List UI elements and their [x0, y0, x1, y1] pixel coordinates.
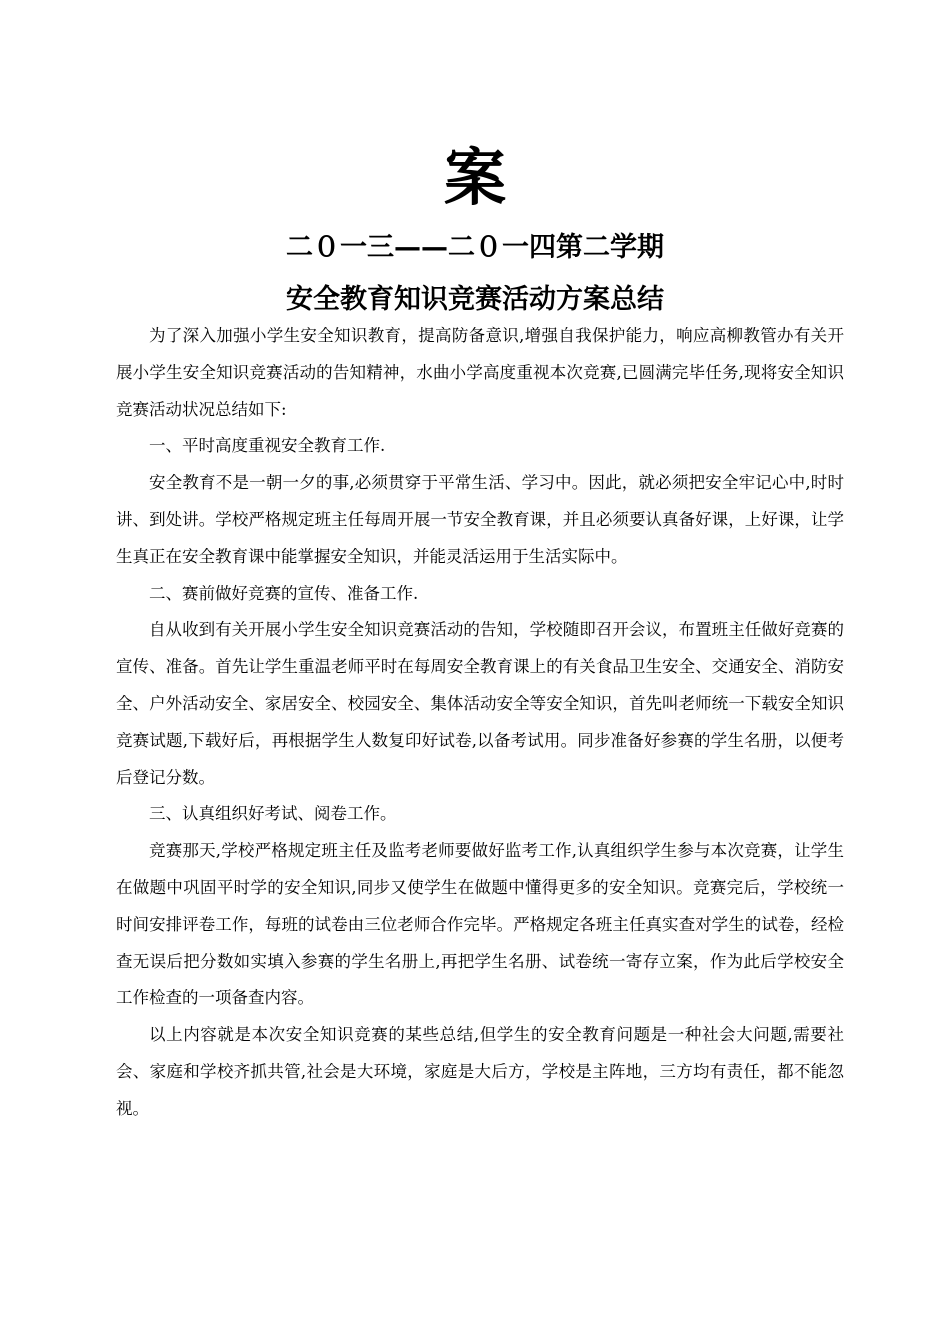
document-body: [116, 318, 844, 1128]
document-title-main: 安全教育知识竞赛活动方案总结: [286, 284, 664, 315]
heading-character: 案: [443, 141, 506, 214]
section-heading-1: 一、平时高度重视安全教育工作.: [149, 436, 386, 456]
paragraph-conclusion: 以上内容就是本次安全知识竞赛的某些总结,但学生的安全教育问题是一种社会大问题,需要社会、家庭和学校齐抓共管,社会是大环境，家庭是大后方，学校是主阵地，三方均有责任，都不能忽视。: [116, 1025, 844, 1118]
paragraph-section-3: 竞赛那天,学校严格规定班主任及监考老师要做好监考工作,认真组织学生参与本次竞赛，让学生在做题中巩固平时学的安全知识,同步又使学生在做题中懂得更多的安全知识。竞赛完后，学校统一时间安排评卷工作，每班的试卷由三位老师合作完毕。严格规定各班主任真实查对学生的试卷，经检查无误后把分数如实填入参赛的学生名册上,再把学生名册、试卷统一寄存立案，作为此后学校安全工作检查的一项备查内容。: [116, 841, 844, 1008]
section-heading-3: 三、认真组织好考试、阅卷工作。: [149, 804, 397, 824]
paragraph-intro: 为了深入加强小学生安全知识教育，提高防备意识,增强自我保护能力，响应高柳教管办有关开展小学生安全知识竞赛活动的告知精神，水曲小学高度重视本次竞赛,已圆满完毕任务,现将安全知识竞赛活动状况总结如下:: [116, 326, 844, 419]
document-title-term: 二０一三——二０一四第二学期: [286, 232, 664, 263]
paragraph-section-1: 安全教育不是一朝一夕的事,必须贯穿于平常生活、学习中。因此，就必须把安全牢记心中,时时讲、到处讲。学校严格规定班主任每周开展一节安全教育课，并且必须要认真备好课，上好课，让学生真正在安全教育课中能掌握安全知识，并能灵活运用于生活实际中。: [116, 473, 844, 566]
section-heading-2: 二、赛前做好竞赛的宣传、准备工作.: [149, 583, 419, 603]
paragraph-section-2: 自从收到有关开展小学生安全知识竞赛活动的告知，学校随即召开会议，布置班主任做好竞赛的宣传、准备。首先让学生重温老师平时在每周安全教育课上的有关食品卫生安全、交通安全、消防安全、户外活动安全、家居安全、校园安全、集体活动安全等安全知识，首先叫老师统一下载安全知识竞赛试题,下载好后，再根据学生人数复印好试卷,以备考试用。同步准备好参赛的学生名册，以便考后登记分数。: [116, 620, 844, 787]
